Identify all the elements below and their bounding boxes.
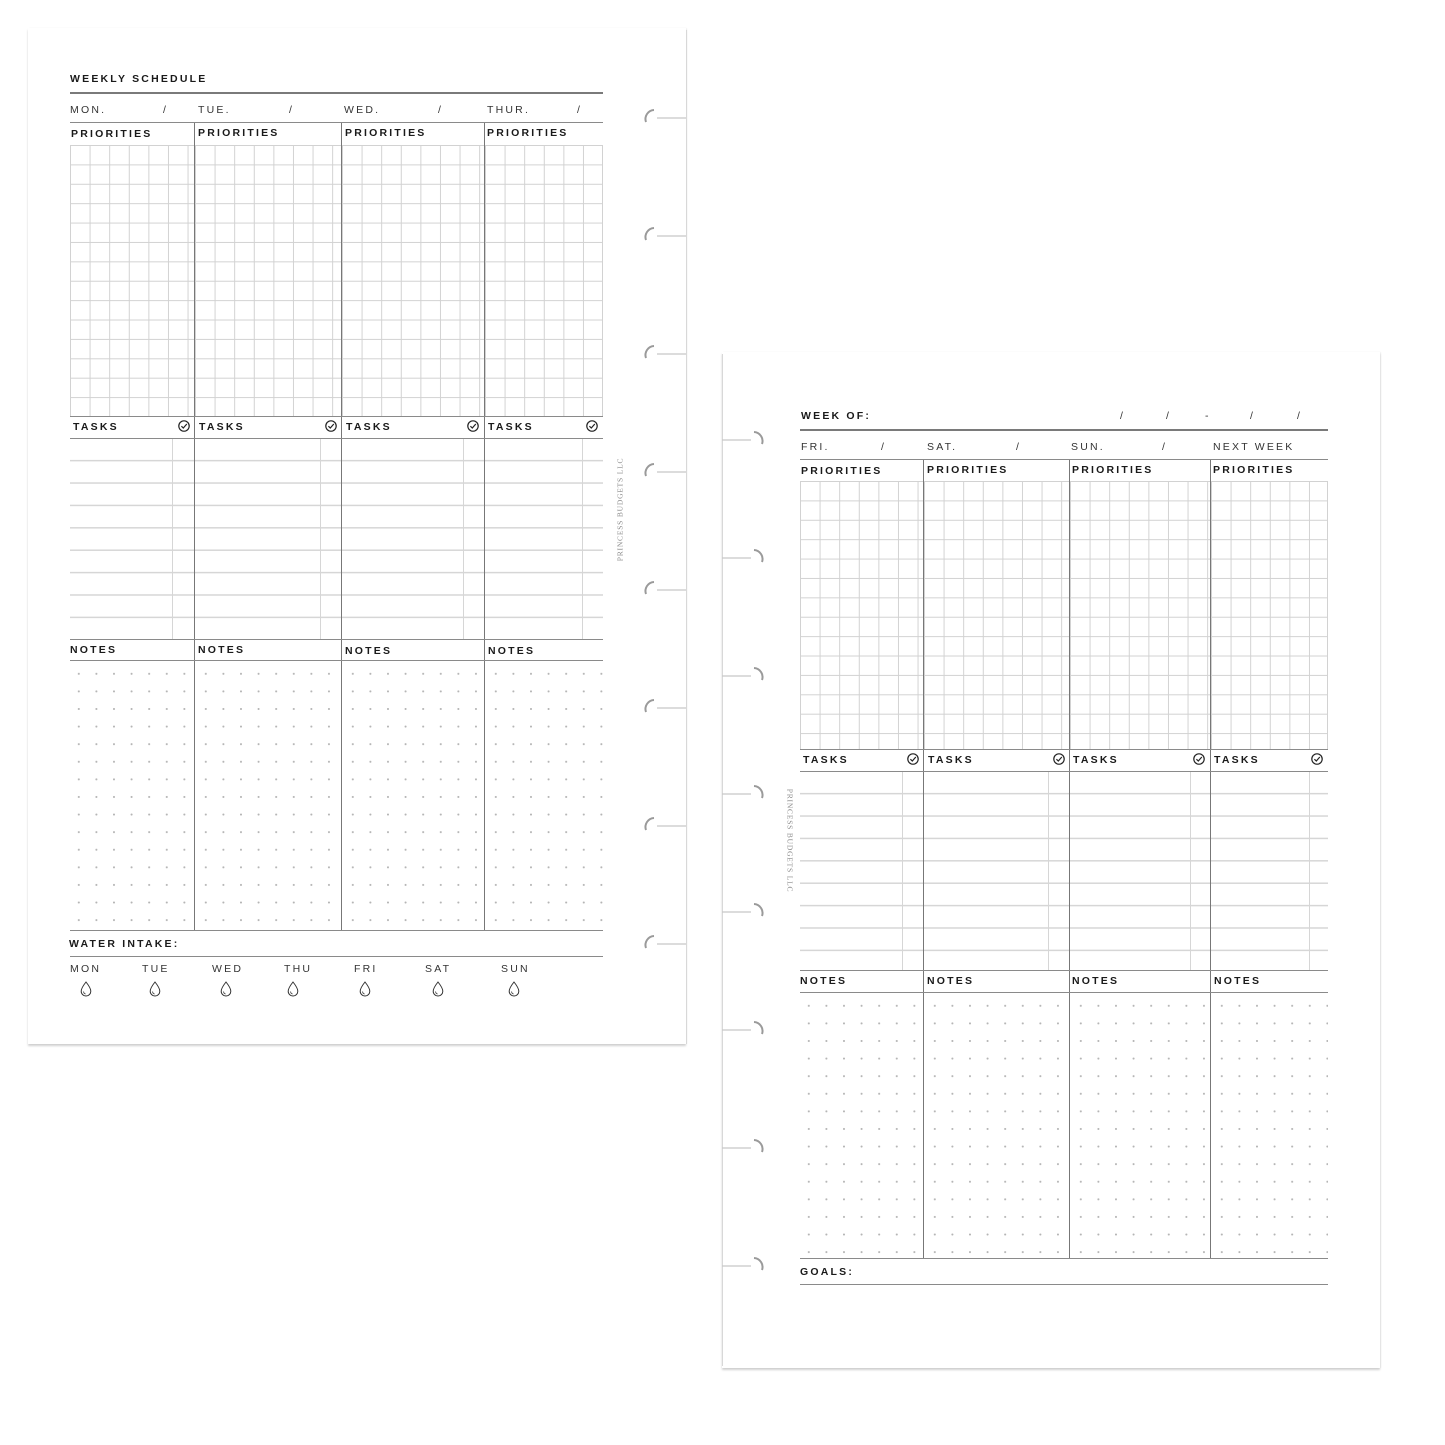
water-day-sun: SUN: [501, 963, 530, 975]
notes-dot-grid-fri[interactable]: [800, 997, 921, 1255]
water-drop-icon[interactable]: [432, 981, 444, 997]
goals-rule[interactable]: [800, 1284, 1328, 1285]
water-intake-label: WATER INTAKE:: [69, 938, 180, 950]
goals-label: GOALS:: [800, 1266, 855, 1278]
tasks-lines-mon[interactable]: [70, 439, 194, 639]
tasks-header-sun: TASKS: [1073, 754, 1119, 766]
water-day-fri: FRI: [354, 963, 378, 975]
notes-header-thur: NOTES: [488, 645, 536, 657]
date-slash[interactable]: /: [577, 104, 580, 116]
notes-dot-grid-wed[interactable]: [344, 665, 482, 927]
day-label-fri: FRI.: [801, 441, 830, 453]
notes-dot-grid-thur[interactable]: [487, 665, 603, 927]
task-checkbox-column: [1048, 772, 1049, 970]
tasks-header-sat: TASKS: [928, 754, 974, 766]
date-slash[interactable]: /: [1016, 441, 1019, 453]
priorities-grid-sun[interactable]: [1070, 481, 1211, 749]
task-checkbox-column: [582, 439, 583, 639]
notes-bottom-rule: [70, 930, 603, 931]
water-day-tue: TUE: [142, 963, 170, 975]
priorities-header-wed: PRIORITIES: [345, 127, 427, 139]
notes-top-rule: [70, 639, 603, 640]
task-checkbox-column: [463, 439, 464, 639]
day-label-sun: SUN.: [1071, 441, 1105, 453]
check-circle-icon: [1193, 753, 1205, 765]
water-day-wed: WED: [212, 963, 244, 975]
brand-watermark: PRINCESS BUDGETS LLC: [615, 457, 625, 562]
notes-bottom-rule: [800, 1258, 1328, 1259]
notes-header-sun: NOTES: [1072, 975, 1120, 987]
day-label-tue: TUE.: [198, 104, 231, 116]
day-row-rule: [800, 459, 1328, 460]
check-circle-icon: [907, 753, 919, 765]
day-row-rule: [70, 122, 603, 123]
date-separator: /: [1120, 410, 1123, 422]
priorities-header-next-week: PRIORITIES: [1213, 464, 1295, 476]
notes-header-rule: [800, 992, 1328, 993]
date-slash[interactable]: /: [289, 104, 292, 116]
tasks-lines-sun[interactable]: [1070, 772, 1210, 970]
date-slash[interactable]: /: [881, 441, 884, 453]
day-label-thur: THUR.: [487, 104, 531, 116]
tasks-header-mon: TASKS: [73, 421, 119, 433]
task-checkbox-column: [1190, 772, 1191, 970]
tasks-top-rule: [800, 749, 1328, 750]
water-day-thu: THU: [284, 963, 313, 975]
water-drop-icon[interactable]: [149, 981, 161, 997]
tasks-header-fri: TASKS: [803, 754, 849, 766]
page-title: WEEKLY SCHEDULE: [70, 73, 208, 85]
check-circle-icon: [1311, 753, 1323, 765]
tasks-lines-next-week[interactable]: [1211, 772, 1328, 970]
notes-header-next-week: NOTES: [1214, 975, 1262, 987]
check-circle-icon: [586, 420, 598, 432]
task-checkbox-column: [1309, 772, 1310, 970]
priorities-grid-next-week[interactable]: [1211, 481, 1328, 749]
task-checkbox-column: [172, 439, 173, 639]
priorities-header-mon: PRIORITIES: [71, 128, 153, 140]
date-slash[interactable]: /: [438, 104, 441, 116]
tasks-header-thur: TASKS: [488, 421, 534, 433]
check-circle-icon: [325, 420, 337, 432]
priorities-header-sun: PRIORITIES: [1072, 464, 1154, 476]
notes-header-fri: NOTES: [800, 975, 848, 987]
notes-dot-grid-next-week[interactable]: [1213, 997, 1328, 1255]
day-label-next-week: NEXT WEEK: [1213, 441, 1295, 453]
priorities-header-tue: PRIORITIES: [198, 127, 280, 139]
task-checkbox-column: [902, 772, 903, 970]
date-separator: -: [1205, 410, 1209, 422]
priorities-header-thur: PRIORITIES: [487, 127, 569, 139]
tasks-header-tue: TASKS: [199, 421, 245, 433]
water-day-sat: SAT: [425, 963, 452, 975]
brand-watermark: PRINCESS BUDGETS LLC: [785, 788, 795, 893]
notes-header-tue: NOTES: [198, 644, 246, 656]
water-intake-rule: [70, 956, 603, 957]
date-separator: /: [1166, 410, 1169, 422]
priorities-grid-sat[interactable]: [924, 481, 1070, 749]
priorities-grid-thur[interactable]: [485, 145, 603, 416]
date-slash[interactable]: /: [1162, 441, 1165, 453]
date-separator: /: [1250, 410, 1253, 422]
notes-dot-grid-tue[interactable]: [197, 665, 339, 927]
check-circle-icon: [467, 420, 479, 432]
disc-binding-tab: [640, 100, 690, 1070]
notes-header-sat: NOTES: [927, 975, 975, 987]
priorities-grid-tue[interactable]: [195, 145, 342, 416]
priorities-header-fri: PRIORITIES: [801, 465, 883, 477]
date-slash[interactable]: /: [163, 104, 166, 116]
day-label-sat: SAT.: [927, 441, 958, 453]
notes-dot-grid-mon[interactable]: [70, 665, 192, 927]
water-day-mon: MON: [70, 963, 102, 975]
day-label-mon: MON.: [70, 104, 107, 116]
water-drop-icon[interactable]: [80, 981, 92, 997]
date-separator: /: [1297, 410, 1300, 422]
tasks-header-next-week: TASKS: [1214, 754, 1260, 766]
notes-header-rule: [70, 660, 603, 661]
water-drop-icon[interactable]: [359, 981, 371, 997]
check-circle-icon: [1053, 753, 1065, 765]
water-drop-icon[interactable]: [287, 981, 299, 997]
priorities-grid-fri[interactable]: [800, 481, 924, 749]
disc-binding-tab: [718, 420, 768, 1300]
water-drop-icon[interactable]: [220, 981, 232, 997]
water-drop-icon[interactable]: [508, 981, 520, 997]
check-circle-icon: [178, 420, 190, 432]
priorities-header-sat: PRIORITIES: [927, 464, 1009, 476]
day-label-wed: WED.: [344, 104, 381, 116]
tasks-lines-thur[interactable]: [485, 439, 603, 639]
week-of-rule: [800, 429, 1328, 431]
week-of-label: WEEK OF:: [801, 410, 872, 422]
task-checkbox-column: [320, 439, 321, 639]
priorities-grid-wed[interactable]: [342, 145, 485, 416]
notes-header-wed: NOTES: [345, 645, 393, 657]
tasks-top-rule: [70, 416, 603, 417]
tasks-header-wed: TASKS: [346, 421, 392, 433]
notes-dot-grid-sun[interactable]: [1072, 997, 1208, 1255]
notes-dot-grid-sat[interactable]: [926, 997, 1067, 1255]
tasks-lines-fri[interactable]: [800, 772, 923, 970]
priorities-grid-mon[interactable]: [70, 145, 195, 416]
notes-top-rule: [800, 970, 1328, 971]
title-rule: [70, 92, 603, 94]
notes-header-mon: NOTES: [70, 644, 118, 656]
